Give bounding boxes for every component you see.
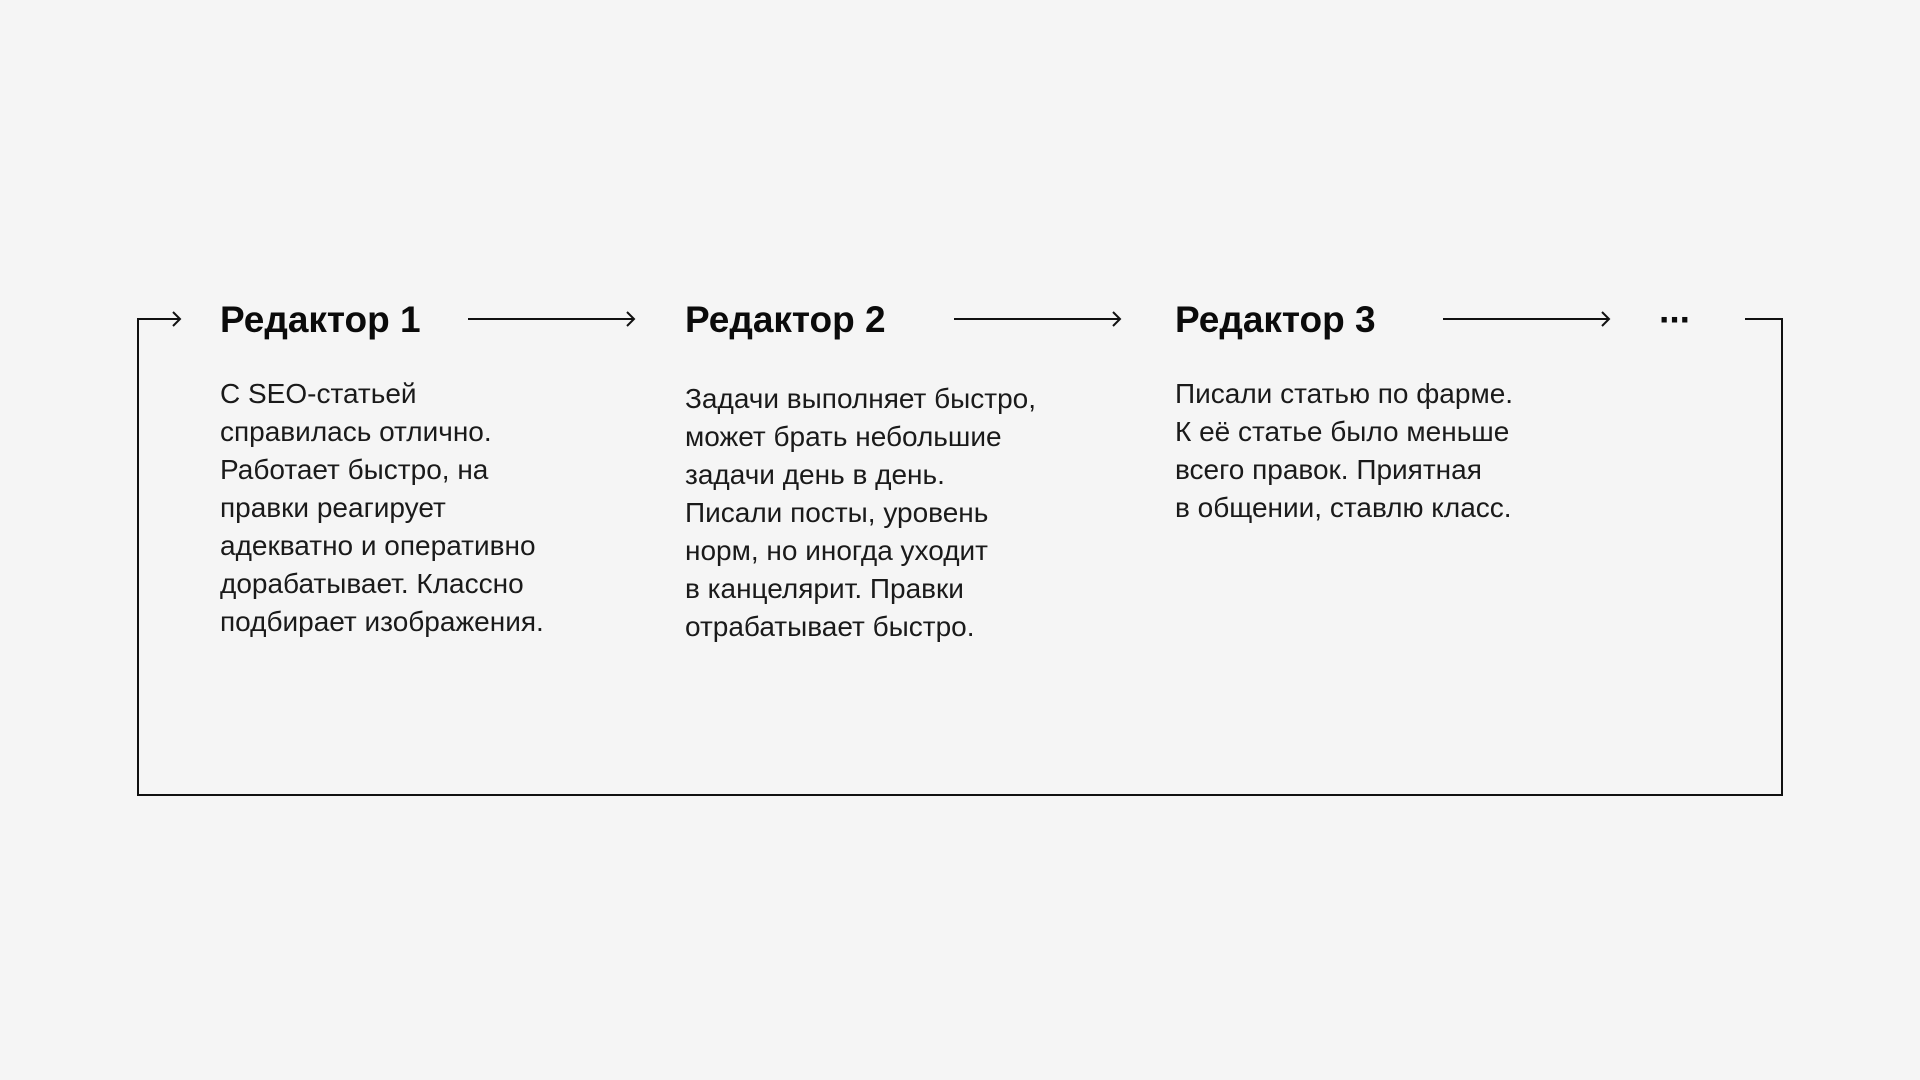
review-line: справилась отлично. (220, 416, 492, 447)
review-line: С SEO-статьей (220, 378, 417, 409)
review-line: Работает быстро, на (220, 454, 489, 485)
review-line: правки реагирует (220, 492, 446, 523)
review-line: норм, но иногда уходит (685, 535, 988, 566)
review-line: отрабатывает быстро. (685, 611, 975, 642)
review-line: Писали посты, уровень (685, 497, 989, 528)
review-line: Задачи выполняет быстро, (685, 383, 1037, 414)
review-line: дорабатывает. Классно (220, 568, 524, 599)
review-line: в канцелярит. Правки (685, 573, 964, 604)
editor-2-title: Редактор 2 (685, 299, 886, 340)
review-line: К её статье было меньше (1175, 416, 1510, 447)
editor-3-review (1175, 375, 1513, 527)
review-line: Писали статью по фарме. (1175, 378, 1514, 409)
editor-3-title: Редактор 3 (1175, 299, 1376, 340)
more-editors-ellipsis: ··· (1659, 299, 1690, 340)
review-line: в общении, ставлю класс. (1175, 492, 1512, 523)
editor-1-review (220, 375, 544, 641)
review-line: адекватно и оперативно (220, 530, 536, 561)
editor-1-title: Редактор 1 (220, 299, 421, 340)
review-line: подбирает изображения. (220, 606, 544, 637)
review-line: всего правок. Приятная (1175, 454, 1482, 485)
review-line: задачи день в день. (685, 459, 945, 490)
review-line: может брать небольшие (685, 421, 1002, 452)
editor-2-review (685, 380, 1036, 646)
